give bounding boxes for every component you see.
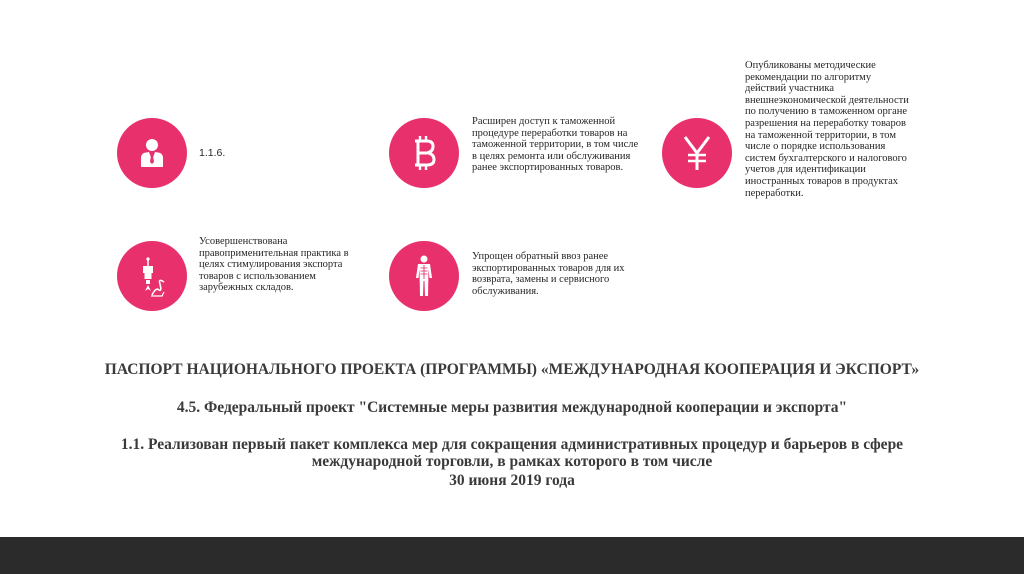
result-title: 1.1. Реализован первый пакет комплекса мер для сокращения административных процедур и барьеров в сфере международной торговли, в рамках которого в том числе <box>120 436 904 470</box>
bitcoin-icon <box>407 133 441 173</box>
item-3-text: Опубликованы методические рекомендации по алгоритму действий участника внешнеэкономической деятельности по получению в таможенном органе разрешения на переработку товаров на таможенной территории, в том числе о порядке использования систем бухгалтерского и налогового учетов для идентификации иностранных товаров в продуктах переработки. <box>745 60 909 199</box>
passport-title: ПАСПОРТ НАЦИОНАЛЬНОГО ПРОЕКТА (ПРОГРАММЫ) «МЕЖДУНАРОДНАЯ КООПЕРАЦИЯ И ЭКСПОРТ» <box>104 361 920 378</box>
icon-circle-3 <box>662 118 732 188</box>
icon-circle-1 <box>117 118 187 188</box>
footer-bar <box>0 537 1024 574</box>
yen-icon <box>680 134 714 172</box>
icon-circle-5 <box>389 241 459 311</box>
item-5-text: Упрощен обратный ввоз ранее экспортированных товаров для их возврата, замены и сервисного обслуживания. <box>472 251 625 297</box>
item-1-text: 1.1.6. <box>199 147 226 159</box>
human-body-icon <box>410 254 438 298</box>
item-2-text: Расширен доступ к таможенной процедуре переработки товаров на таможенной территории, в том числе в целях ремонта или обслуживания ранее экспортированных товаров. <box>472 116 639 174</box>
date-title: 30 июня 2019 года <box>449 472 575 489</box>
businessman-icon <box>135 136 169 170</box>
federal-project-title: 4.5. Федеральный проект "Системные меры развития международной кооперации и экспорта" <box>176 399 848 416</box>
item-4-text: Усовершенствована правоприменительная практика в целях стимулирования экспорта товаров с использованием зарубежных складов. <box>199 236 349 294</box>
icon-circle-2 <box>389 118 459 188</box>
icon-circle-4 <box>117 241 187 311</box>
pen-signature-icon <box>137 254 167 298</box>
